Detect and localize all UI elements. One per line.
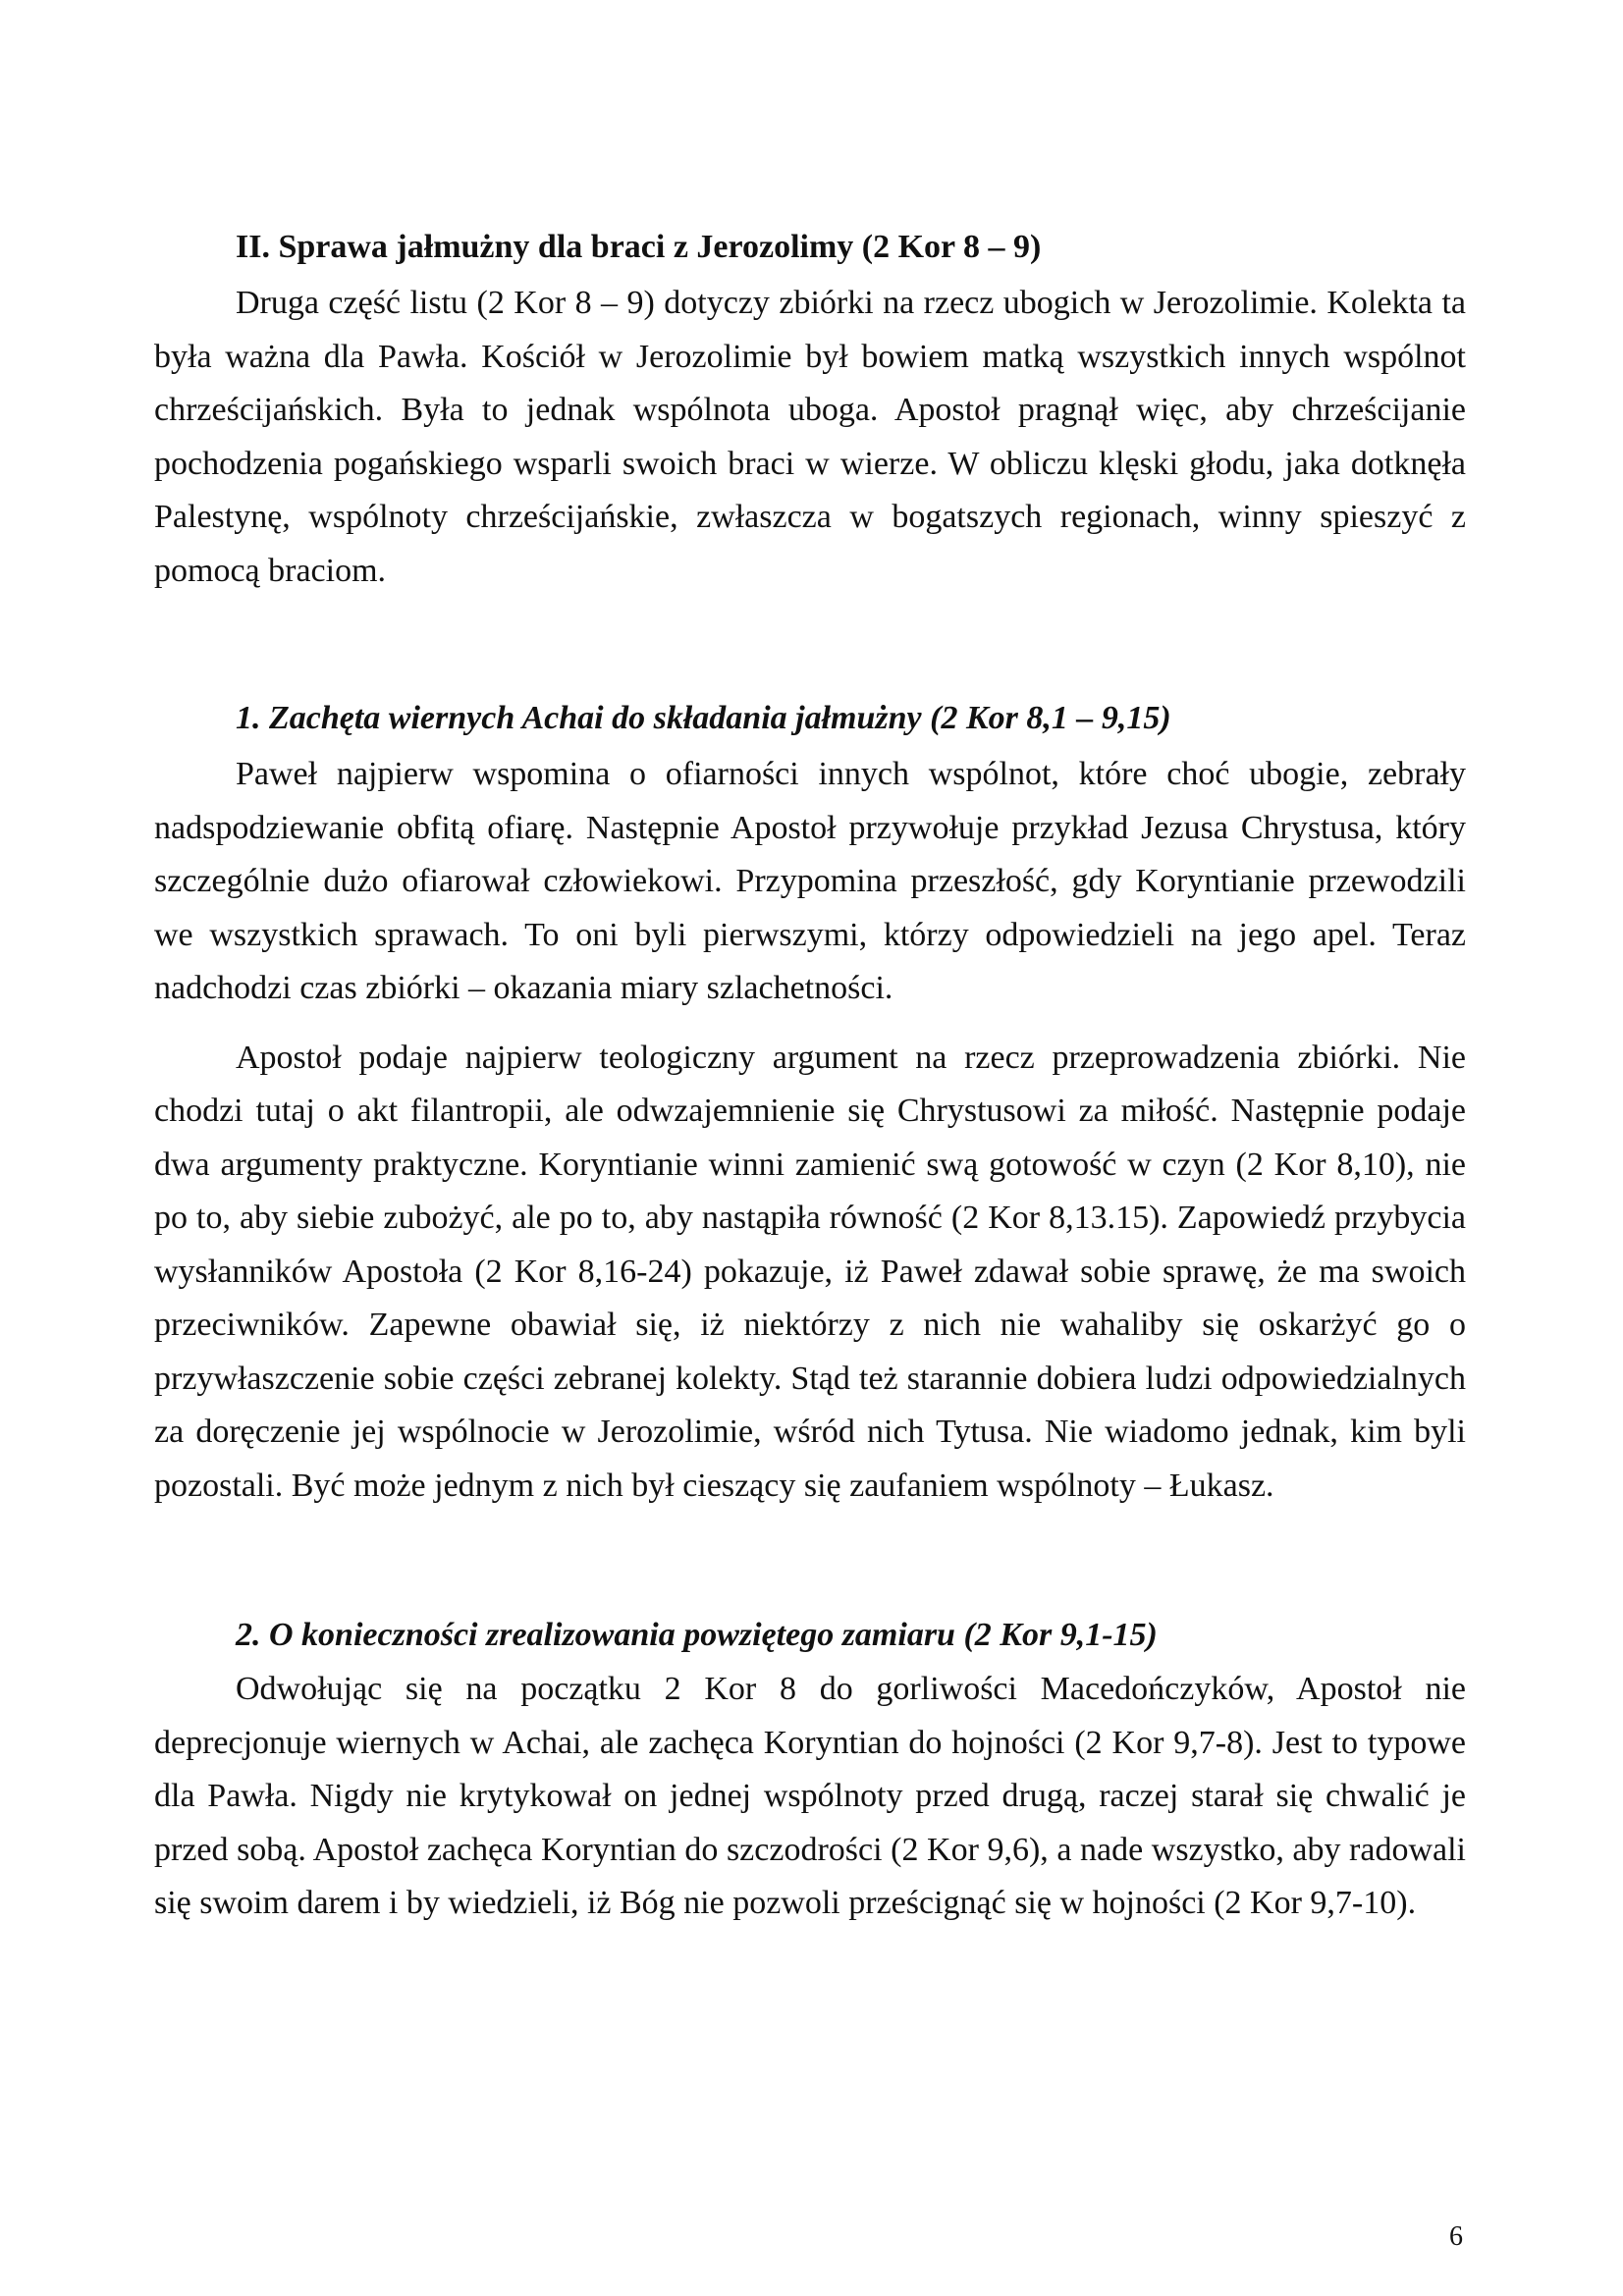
document-page	[154, 221, 1466, 1931]
section-1-paragraph-1: Paweł najpierw wspomina o ofiarności innych wspólnot, które choć ubogie, zebrały nadspodziewanie obfitą ofiarę. Następnie Apostoł przywołuje przykład Jezusa Chrystusa, który szczególnie dużo ofiarował człowiekowi. Przypomina przeszłość, gdy Koryntianie przewodzili we wszystkich sprawach. To oni byli pierwszymi, którzy odpowiedzieli na jego apel. Teraz nadchodzi czas zbiórki – okazania miary szlachetności.	[154, 756, 1466, 1006]
section-1-heading: 1. Zachęta wiernych Achai do składania jałmużny (2 Kor 8,1 – 9,15)	[236, 700, 1171, 736]
section-1-paragraph-2: Apostoł podaje najpierw teologiczny argument na rzecz przeprowadzenia zbiórki. Nie chodzi tutaj o akt filantropii, ale odwzajemnienie się Chrystusowi za miłość. Następnie podaje dwa argumenty praktyczne. Koryntianie winni zamienić swą gotowość w czyn (2 Kor 8,10), nie po to, aby siebie zubożyć, ale po to, aby nastąpiła równość (2 Kor 8,13.15). Zapowiedź przybycia wysłanników Apostoła (2 Kor 8,16-24) pokazuje, iż Paweł zdawał sobie sprawę, że ma swoich przeciwników. Zapewne obawiał się, iż niektórzy z nich nie wahaliby się oskarżyć go o przywłaszczenie sobie części zebranej kolekty. Stąd też starannie dobiera ludzi odpowiedzialnych za doręczenie jej wspólnocie w Jerozolimie, wśród nich Tytusa. Nie wiadomo jednak, kim byli pozostali. Być może jednym z nich był cieszący się zaufaniem wspólnoty – Łukasz.	[154, 1039, 1466, 1504]
page-number: 6	[1449, 2221, 1463, 2252]
intro-paragraph: Druga część listu (2 Kor 8 – 9) dotyczy zbiórki na rzecz ubogich w Jerozolimie. Kolekta ta była ważna dla Pawła. Kościół w Jerozolimie był bowiem matką wszystkich innych wspólnot chrześcijańskich. Była to jednak wspólnota uboga. Apostoł pragnął więc, aby chrześcijanie pochodzenia pogańskiego wsparli swoich braci w wierze. W obliczu klęski głodu, jaka dotknęła Palestynę, wspólnoty chrześcijańskie, zwłaszcza w bogatszych regionach, winny spieszyć z pomocą braciom.	[154, 285, 1466, 589]
section-2-heading: 2. O konieczności zrealizowania powziętego zamiaru (2 Kor 9,1-15)	[236, 1617, 1158, 1653]
section-2-paragraph-1: Odwołując się na początku 2 Kor 8 do gorliwości Macedończyków, Apostoł nie deprecjonuje wiernych w Achai, ale zachęca Koryntian do hojności (2 Kor 9,7-8). Jest to typowe dla Pawła. Nigdy nie krytykował on jednej wspólnoty przed drugą, raczej starał się chwalić je przed sobą. Apostoł zachęca Koryntian do szczodrości (2 Kor 9,6), a nade wszystko, aby radowali się swoim darem i by wiedzieli, iż Bóg nie pozwoli prześcignąć się w hojności (2 Kor 9,7-10).	[154, 1671, 1466, 1921]
chapter-heading: II. Sprawa jałmużny dla braci z Jerozolimy (2 Kor 8 – 9)	[236, 229, 1042, 265]
